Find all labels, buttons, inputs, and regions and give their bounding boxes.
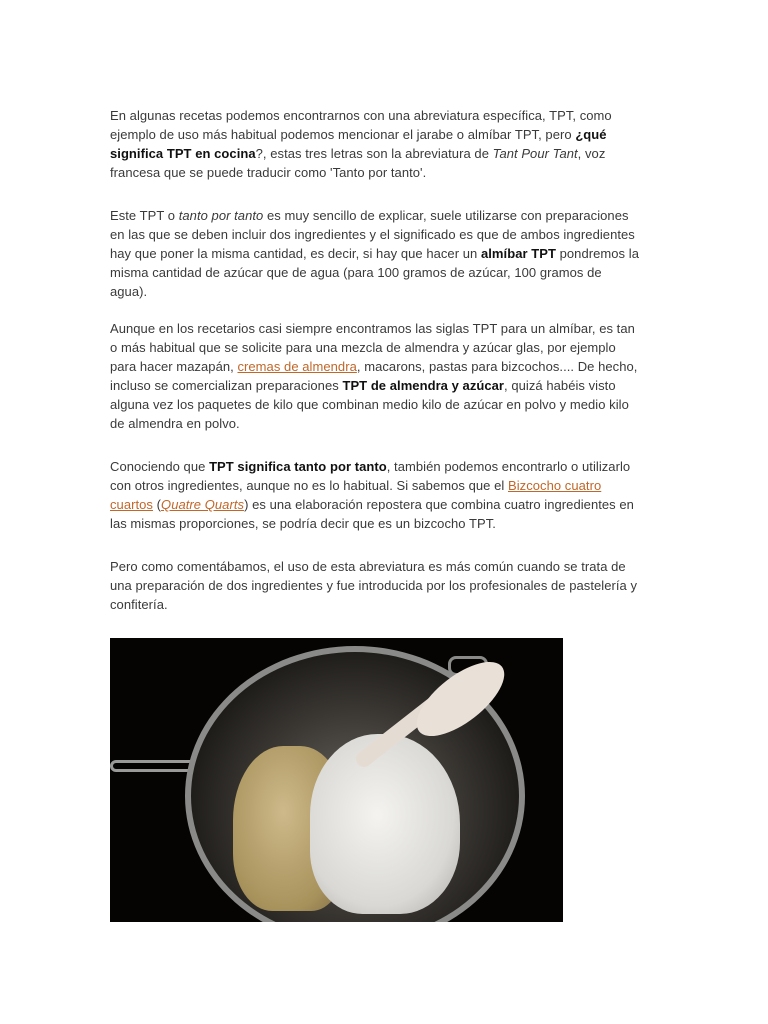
link-bizcocho-cuatro-cuartos[interactable]: Bizcocho cuatro cuartos [110,478,602,512]
text: , macarons, pastas para bizcochos.... De hecho, incluso se comercializan preparaciones [110,359,638,393]
text: ?, estas tres letras son la abreviatura de [255,146,493,161]
link-quatre-quarts[interactable]: Quatre Quarts [161,497,245,512]
paragraph-conclusion [110,557,670,614]
bold-term: almíbar TPT [480,246,556,261]
text: , también podemos encontrarlo o utilizarlo con otros ingredientes, aunque no es lo habitual. Si sabemos que el [110,459,631,493]
paragraph-almond [110,319,670,433]
powdered-sugar [310,734,460,914]
text: ( [152,497,162,512]
text: ) es una elaboración repostera que combina cuatro ingredientes en las mismas proporciones, se podría decir que es un bizcocho TPT. [110,497,634,531]
text: Aunque en los recetarios casi siempre encontramos las siglas TPT para un almíbar, es tan o más habitual que se solicite para una mezcla de almendra y azúcar glas, por ejemplo para hacer mazapán, [110,321,635,374]
paragraph-explanation [110,206,670,301]
bold-term: TPT significa tanto por tanto [209,459,387,474]
italic-term: Tant Pour Tant [492,146,578,161]
text: , voz francesa que se puede traducir como 'Tanto por tanto'. [110,146,606,180]
text: Pero como comentábamos, el uso de esta abreviatura es más común cuando se trata de una preparación de dos ingredientes y fue introducida por los profesionales de pastelería y confitería. [110,559,638,612]
bold-question: ¿qué significa TPT en cocina [110,127,607,161]
paragraph-intro [110,106,670,182]
text: es muy sencillo de explicar, suele utilizarse con preparaciones en las que se deben incluir dos ingredientes y el significado es que de ambos ingredientes hay que poner la misma cantidad, es decir, si hay que hacer un [110,208,635,261]
text: En algunas recetas podemos encontrarnos con una abreviatura específica, TPT, como ejemplo de uso más habitual podemos mencionar el jarabe o almíbar TPT, pero [110,108,612,142]
bold-term: TPT de almendra y azúcar [342,378,505,393]
italic-term: tanto por tanto [178,208,264,223]
sieve-photo [110,638,563,922]
text: Conociendo que [110,459,210,474]
text: , quizá habéis visto alguna vez los paquetes de kilo que combinan medio kilo de azúcar en polvo y medio kilo de almendra en polvo. [110,378,629,431]
text: pondremos la misma cantidad de azúcar que de agua (para 100 gramos de azúcar, 100 gramos de agua). [110,246,639,299]
text: Este TPT o [110,208,179,223]
paragraph-other-ingredients [110,457,670,533]
link-cremas-de-almendra[interactable]: cremas de almendra [237,359,357,374]
